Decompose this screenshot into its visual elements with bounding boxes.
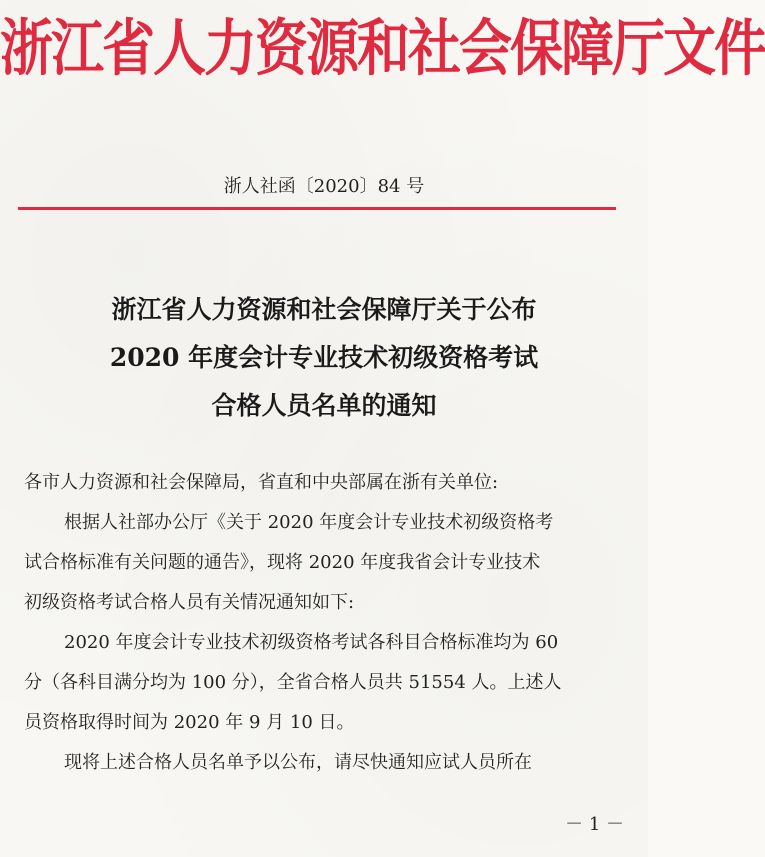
document-title	[0, 286, 648, 430]
page-number: － 1 －	[565, 814, 624, 835]
body-line: 根据人社部办公厅《关于 2020 年度会计专业技术初级资格考	[64, 512, 554, 533]
body-line: 分（各科目满分均为 100 分），全省合格人员共 51554 人。上述人	[24, 672, 562, 693]
title-line-1: 浙江省人力资源和社会保障厅关于公布	[111, 295, 537, 324]
issuer-header: 浙江省人力资源和社会保障厅文件	[0, 12, 765, 84]
body-line: 员资格取得时间为 2020 年 9 月 10 日。	[24, 712, 355, 733]
body-line: 初级资格考试合格人员有关情况通知如下:	[24, 592, 355, 613]
red-divider-line	[18, 207, 616, 210]
document-number: 浙人社函〔2020〕84 号	[223, 176, 425, 197]
body-line: 现将上述合格人员名单予以公布，请尽快通知应试人员所在	[64, 752, 532, 773]
addressee-line: 各市人力资源和社会保障局，省直和中央部属在浙有关单位:	[24, 472, 499, 493]
title-line-2: 2020 年度会计专业技术初级资格考试	[109, 343, 539, 372]
document-body	[24, 463, 630, 783]
title-line-3: 合格人员名单的通知	[211, 391, 437, 420]
body-line: 试合格标准有关问题的通告》，现将 2020 年度我省会计专业技术	[24, 552, 541, 573]
body-line: 2020 年度会计专业技术初级资格考试各科目合格标准均为 60	[64, 632, 559, 653]
